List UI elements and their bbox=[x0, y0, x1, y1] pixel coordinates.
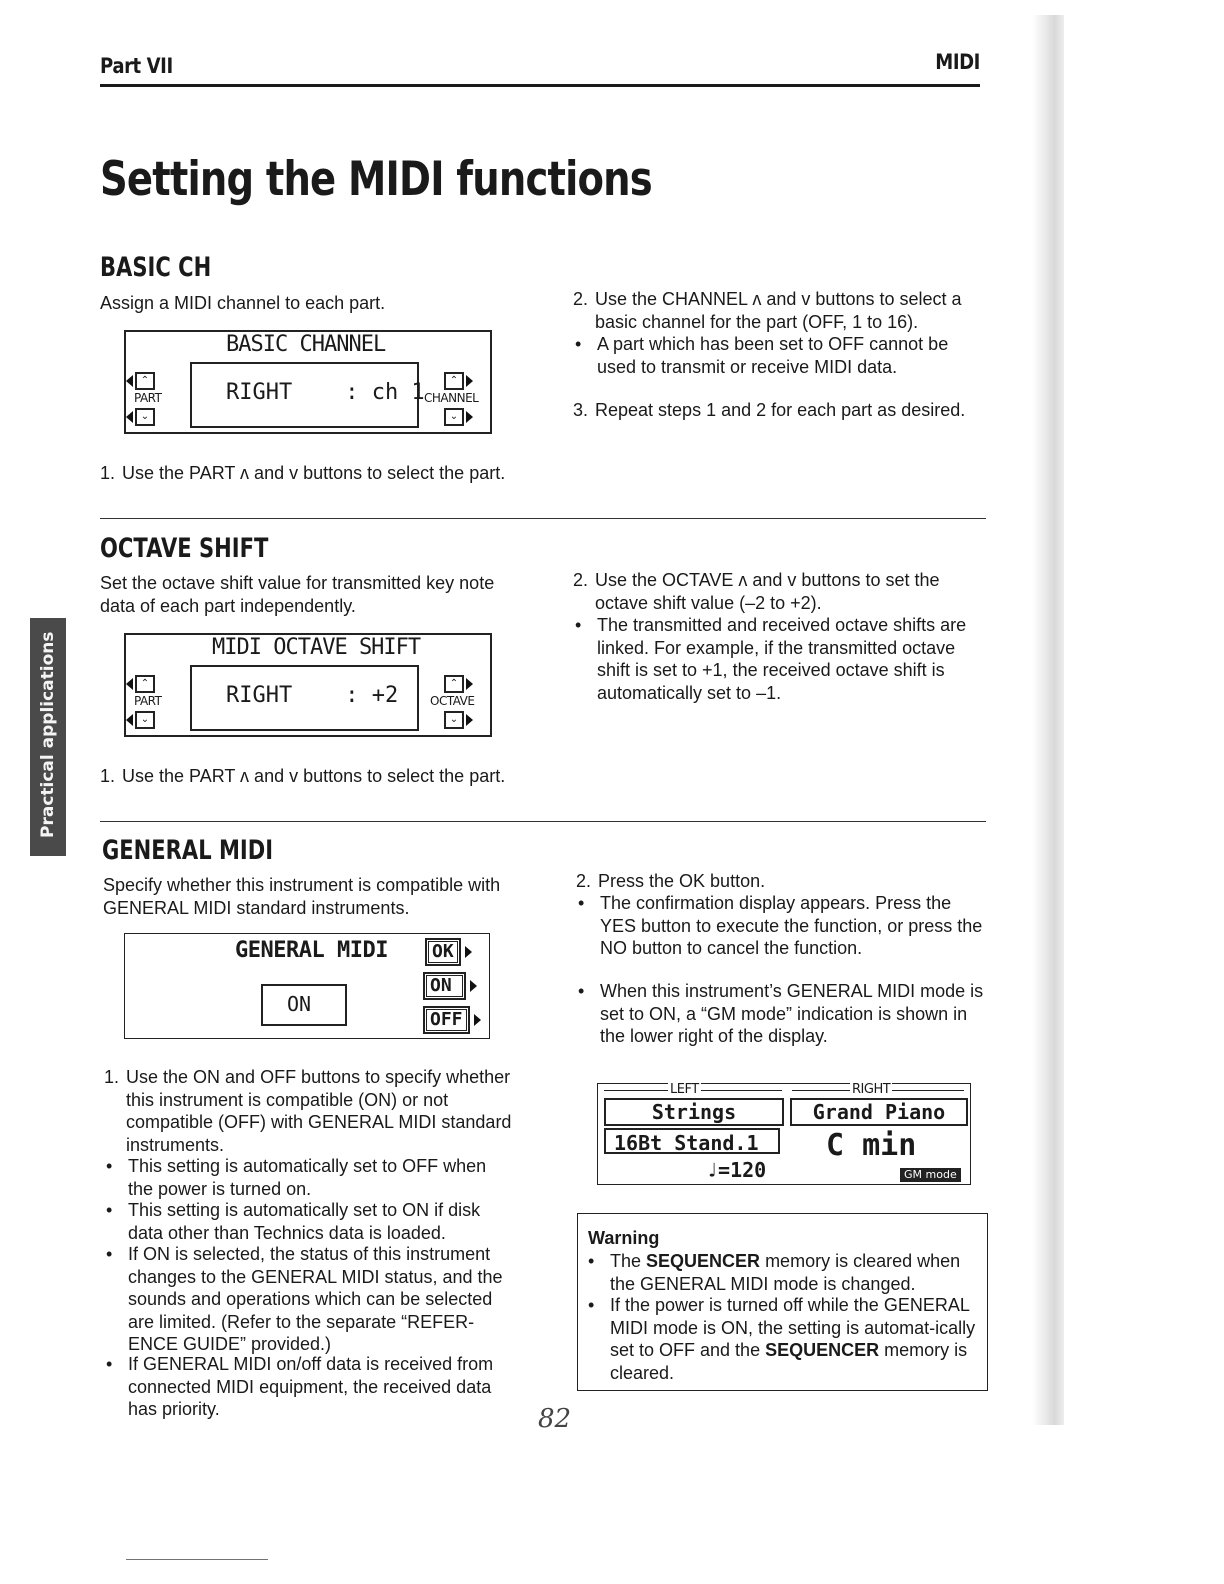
basic-ch-step-2: 2. Use the CHANNEL ʌ and v buttons to select a basic channel for the part (OFF, 1 to 16). bbox=[573, 289, 962, 332]
tempo: ♩=120 bbox=[706, 1158, 767, 1182]
warning-title: Warning bbox=[588, 1228, 660, 1248]
general-midi-value-box bbox=[261, 984, 347, 1026]
footer-link-underline bbox=[126, 1559, 268, 1560]
header-section: MIDI bbox=[935, 50, 980, 74]
basic-channel-value: RIGHT : ch 1 bbox=[226, 380, 425, 405]
octave-shift-value-box bbox=[190, 665, 419, 731]
basic-ch-bullet: • A part which has been set to OFF cannot be used to transmit or receive MIDI data. bbox=[575, 334, 949, 377]
general-midi-bullet: • This setting is automatically set to ON if disk data other than Technics data is loaded. bbox=[106, 1200, 481, 1243]
basic-channel-display: BASIC CHANNEL RIGHT : ch 1 ⌃ PART ⌄ ⌃ CHANNEL ⌄ bbox=[124, 330, 492, 434]
octave-label: OCTAVE bbox=[430, 694, 475, 708]
side-tab-label: Practical applications bbox=[38, 631, 58, 838]
general-midi-display bbox=[124, 933, 490, 1039]
page-title: Setting the MIDI functions bbox=[100, 152, 652, 207]
general-midi-gm-bullet: • When this instrument’s GENERAL MIDI mode is set to ON, a “GM mode” indication is shown in the lower right of the display. bbox=[578, 981, 984, 1046]
basic-ch-step-3: 3. Repeat steps 1 and 2 for each part as desired. bbox=[573, 400, 966, 420]
left-voice: Strings bbox=[604, 1098, 784, 1126]
side-tab bbox=[30, 618, 66, 856]
general-midi-value: ON bbox=[287, 992, 312, 1016]
general-midi-display-title: GENERAL MIDI bbox=[235, 938, 388, 963]
general-midi-confirm-bullet: • The confirmation display appears. Press the YES button to execute the function, or press the NO button to cancel the function. bbox=[578, 893, 983, 958]
header-part: Part VII bbox=[100, 54, 173, 78]
octave-shift-step-1: 1. Use the PART ʌ and v buttons to select the part. bbox=[100, 766, 506, 786]
basic-channel-value-box bbox=[190, 362, 425, 428]
warning-bullet: • If the power is turned off while the GENERAL MIDI mode is ON, the setting is automat-ically set to OFF and the SEQUENCER memory is cleared. bbox=[588, 1295, 976, 1383]
octave-shift-display: MIDI OCTAVE SHIFT RIGHT : +2 ⌃ PART ⌄ ⌃ OCTAVE ⌄ bbox=[124, 633, 492, 737]
general-midi-intro: Specify whether this instrument is compatible with GENERAL MIDI standard instruments. bbox=[103, 875, 501, 918]
section-divider bbox=[100, 821, 986, 822]
basic-ch-heading: BASIC CH bbox=[100, 252, 212, 283]
warning-bullet: • The SEQUENCER memory is cleared when the GENERAL MIDI mode is changed. bbox=[588, 1251, 961, 1294]
octave-shift-value: RIGHT : +2 bbox=[226, 683, 399, 708]
right-voice: Grand Piano bbox=[790, 1098, 968, 1126]
octave-shift-display-title: MIDI OCTAVE SHIFT bbox=[212, 635, 421, 660]
basic-ch-intro: Assign a MIDI channel to each part. bbox=[100, 293, 386, 313]
octave-shift-intro: Set the octave shift value for transmitted key note data of each part independently. bbox=[100, 573, 495, 616]
general-midi-heading: GENERAL MIDI bbox=[102, 835, 274, 866]
octave-shift-heading: OCTAVE SHIFT bbox=[100, 533, 269, 564]
octave-shift-bullet: • The transmitted and received octave shifts are linked. For example, if the transmitted octave shift is set to +1, the received octave shift is automatically set to –1. bbox=[575, 615, 967, 703]
general-midi-step-2: 2. Press the OK button. bbox=[576, 871, 766, 891]
page-number: 82 bbox=[538, 1404, 572, 1434]
general-midi-bullet: • If ON is selected, the status of this instrument changes to the GENERAL MIDI status, and the sounds and operations which can be selected are limited. (Refer to the separate “REFER-ENCE GUIDE” provided.) bbox=[106, 1244, 503, 1354]
general-midi-bullet: • This setting is automatically set to OFF when the power is turned on. bbox=[106, 1156, 487, 1199]
right-part-label: RIGHT bbox=[852, 1082, 891, 1097]
style-name: 16Bt Stand.1 bbox=[604, 1128, 780, 1154]
gm-mode-indicator: GM mode bbox=[900, 1168, 961, 1182]
scan-edge-shadow bbox=[1032, 15, 1064, 1425]
on-button[interactable]: ON bbox=[423, 972, 477, 1000]
header-rule bbox=[100, 84, 980, 87]
part-label: PART bbox=[134, 694, 162, 708]
chord-name: C min bbox=[826, 1128, 917, 1163]
channel-label: CHANNEL bbox=[424, 391, 479, 405]
part-label: PART bbox=[134, 391, 162, 405]
warning-box bbox=[577, 1213, 988, 1391]
off-button[interactable]: OFF bbox=[423, 1006, 481, 1034]
general-midi-bullet: • If GENERAL MIDI on/off data is received from connected MIDI equipment, the received data has priority. bbox=[106, 1354, 494, 1419]
basic-ch-step-1: 1. Use the PART ʌ and v buttons to select the part. bbox=[100, 463, 506, 483]
left-part-label: LEFT bbox=[670, 1082, 699, 1097]
ok-button[interactable]: OK bbox=[425, 938, 472, 966]
general-midi-step-1: 1. Use the ON and OFF buttons to specify whether this instrument is compatible (ON) or not compatible (OFF) with GENERAL MIDI standard instruments. bbox=[104, 1067, 512, 1155]
section-divider bbox=[100, 518, 986, 519]
main-lcd-display bbox=[597, 1083, 971, 1185]
basic-channel-display-title: BASIC CHANNEL bbox=[226, 332, 386, 357]
octave-shift-step-2: 2. Use the OCTAVE ʌ and v buttons to set the octave shift value (–2 to +2). bbox=[573, 570, 940, 613]
